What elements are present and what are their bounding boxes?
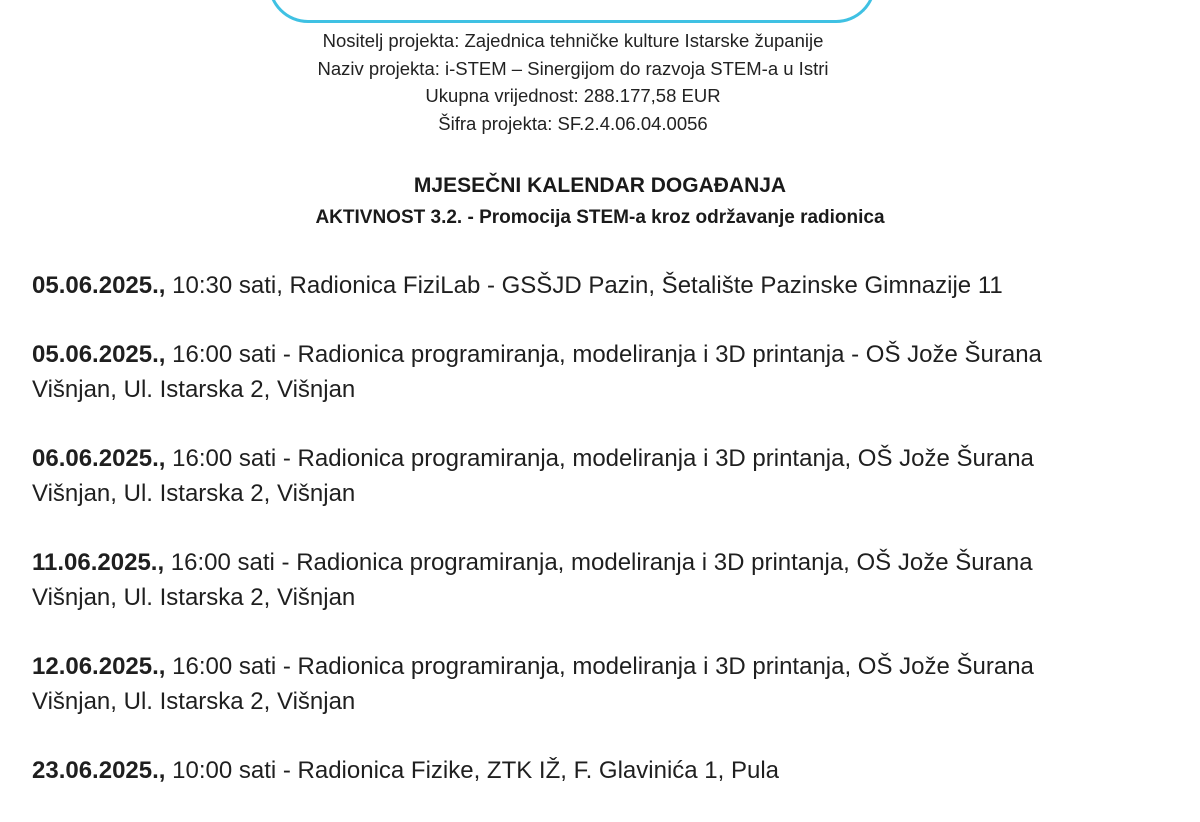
project-value: Ukupna vrijednost: 288.177,58 EUR — [425, 85, 721, 106]
event-details: 10:00 sati - Radionica Fizike, ZTK IŽ, F. Glavinića 1, Pula — [165, 757, 780, 784]
event-details: 16:00 sati - Radionica programiranja, modeliranja i 3D printanja, OŠ Jože Šurana — [165, 653, 1034, 680]
project-name: Naziv projekta: i-STEM – Sinergijom do razvoja STEM-a u Istri — [317, 57, 829, 79]
event-date: 05.06.2025., — [32, 272, 166, 299]
event-location: Višnjan, Ul. Istarska 2, Višnjan — [32, 584, 356, 611]
event-details: 10:30 sati, Radionica FiziLab - GSŠJD Pazin, Šetalište Pazinske Gimnazije 11 — [165, 272, 1003, 299]
event-item — [32, 649, 1172, 719]
event-date: 06.06.2025., — [32, 445, 166, 472]
event-location: Višnjan, Ul. Istarska 2, Višnjan — [32, 688, 356, 715]
event-location: Višnjan, Ul. Istarska 2, Višnjan — [32, 376, 356, 403]
project-holder: Nositelj projekta: Zajednica tehničke kulture Istarske županije — [322, 30, 824, 51]
calendar-subtitle: AKTIVNOST 3.2. - Promocija STEM-a kroz održavanje radionica — [315, 207, 885, 228]
event-item — [32, 545, 1172, 615]
calendar-title: MJESEČNI KALENDAR DOGAĐANJA — [413, 174, 787, 197]
project-info — [0, 27, 1146, 137]
event-date: 23.06.2025., — [32, 757, 166, 784]
calendar-heading — [0, 172, 1200, 232]
event-item — [32, 753, 1172, 788]
event-item — [32, 441, 1172, 511]
event-details: 16:00 sati - Radionica programiranja, modeliranja i 3D printanja, OŠ Jože Šurana — [165, 445, 1034, 472]
project-code: Šifra projekta: SF.2.4.06.04.0056 — [438, 112, 708, 134]
event-date: 11.06.2025., — [32, 549, 165, 576]
event-details: 16:00 sati - Radionica programiranja, modeliranja i 3D printanja - OŠ Jože Šurana — [165, 341, 1042, 368]
header-banner-frame — [268, 0, 876, 23]
event-details: 16:00 sati - Radionica programiranja, modeliranja i 3D printanja, OŠ Jože Šurana — [164, 549, 1033, 576]
event-date: 12.06.2025., — [32, 653, 166, 680]
event-location: Višnjan, Ul. Istarska 2, Višnjan — [32, 480, 356, 507]
event-list — [32, 268, 1172, 822]
event-item — [32, 268, 1172, 303]
event-item — [32, 337, 1172, 407]
event-date: 05.06.2025., — [32, 341, 166, 368]
